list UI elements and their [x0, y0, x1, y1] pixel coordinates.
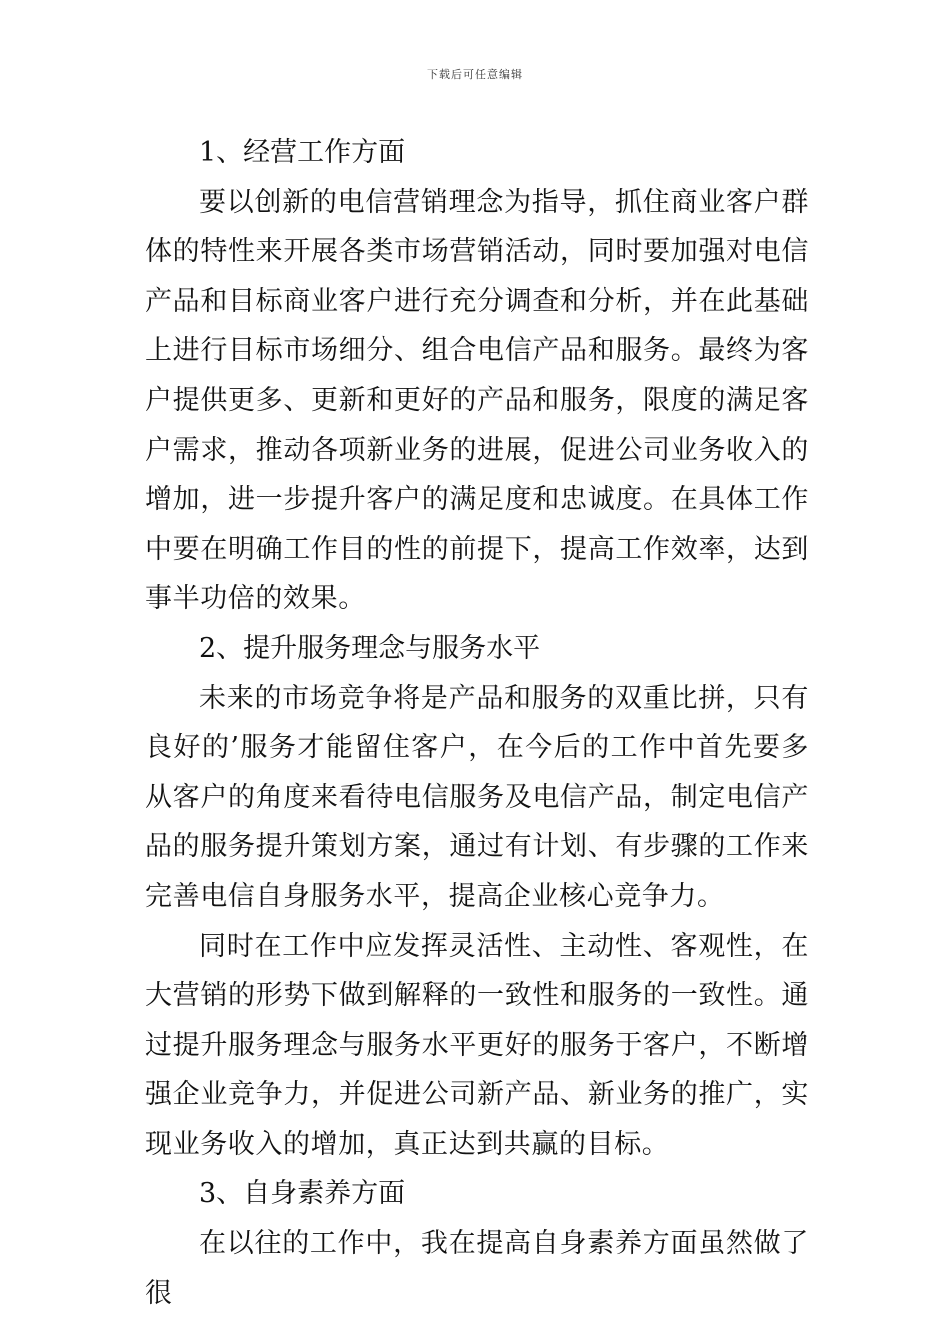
- paragraph-self-improvement: 在以往的工作中，我在提高自身素养方面虽然做了很: [145, 1228, 809, 1309]
- section-heading-3: 3、自身素养方面: [199, 1178, 406, 1210]
- paragraph-service-competition: 未来的市场竞争将是产品和服务的双重比拼，只有良好的’服务才能留住客户，在今后的工作中首先要多从客户的角度来看待电信服务及电信产品，制定电信产品的服务提升策划方案，通过有计划、有步骤的工作来完善电信自身服务水平，提高企业核心竞争力。: [145, 682, 809, 912]
- document-body: [145, 128, 809, 1318]
- section-heading-2: 2、提升服务理念与服务水平: [199, 632, 541, 664]
- section-heading-1: 1、经营工作方面: [199, 137, 406, 168]
- paragraph-marketing: 要以创新的电信营销理念为指导，抓住商业客户群体的特性来开展各类市场营销活动，同时要加强对电信产品和目标商业客户进行充分调查和分析，并在此基础上进行目标市场细分、组合电信产品和服务。最终为客户提供更多、更新和更好的产品和服务，限度的满足客户需求，推动各项新业务的进展，促进公司业务收入的增加，进一步提升客户的满足度和忠诚度。在具体工作中要在明确工作目的性的前提下，提高工作效率，达到事半功倍的效果。: [145, 186, 809, 615]
- header-note: 下载后可任意编辑: [427, 68, 523, 81]
- paragraph-service-consistency: 同时在工作中应发挥灵活性、主动性、客观性，在大营销的形势下做到解释的一致性和服务的一致性。通过提升服务理念与服务水平更好的服务于客户，不断增强企业竞争力，并促进公司新产品、新业务的推广，实现业务收入的增加，真正达到共赢的目标。: [145, 930, 809, 1160]
